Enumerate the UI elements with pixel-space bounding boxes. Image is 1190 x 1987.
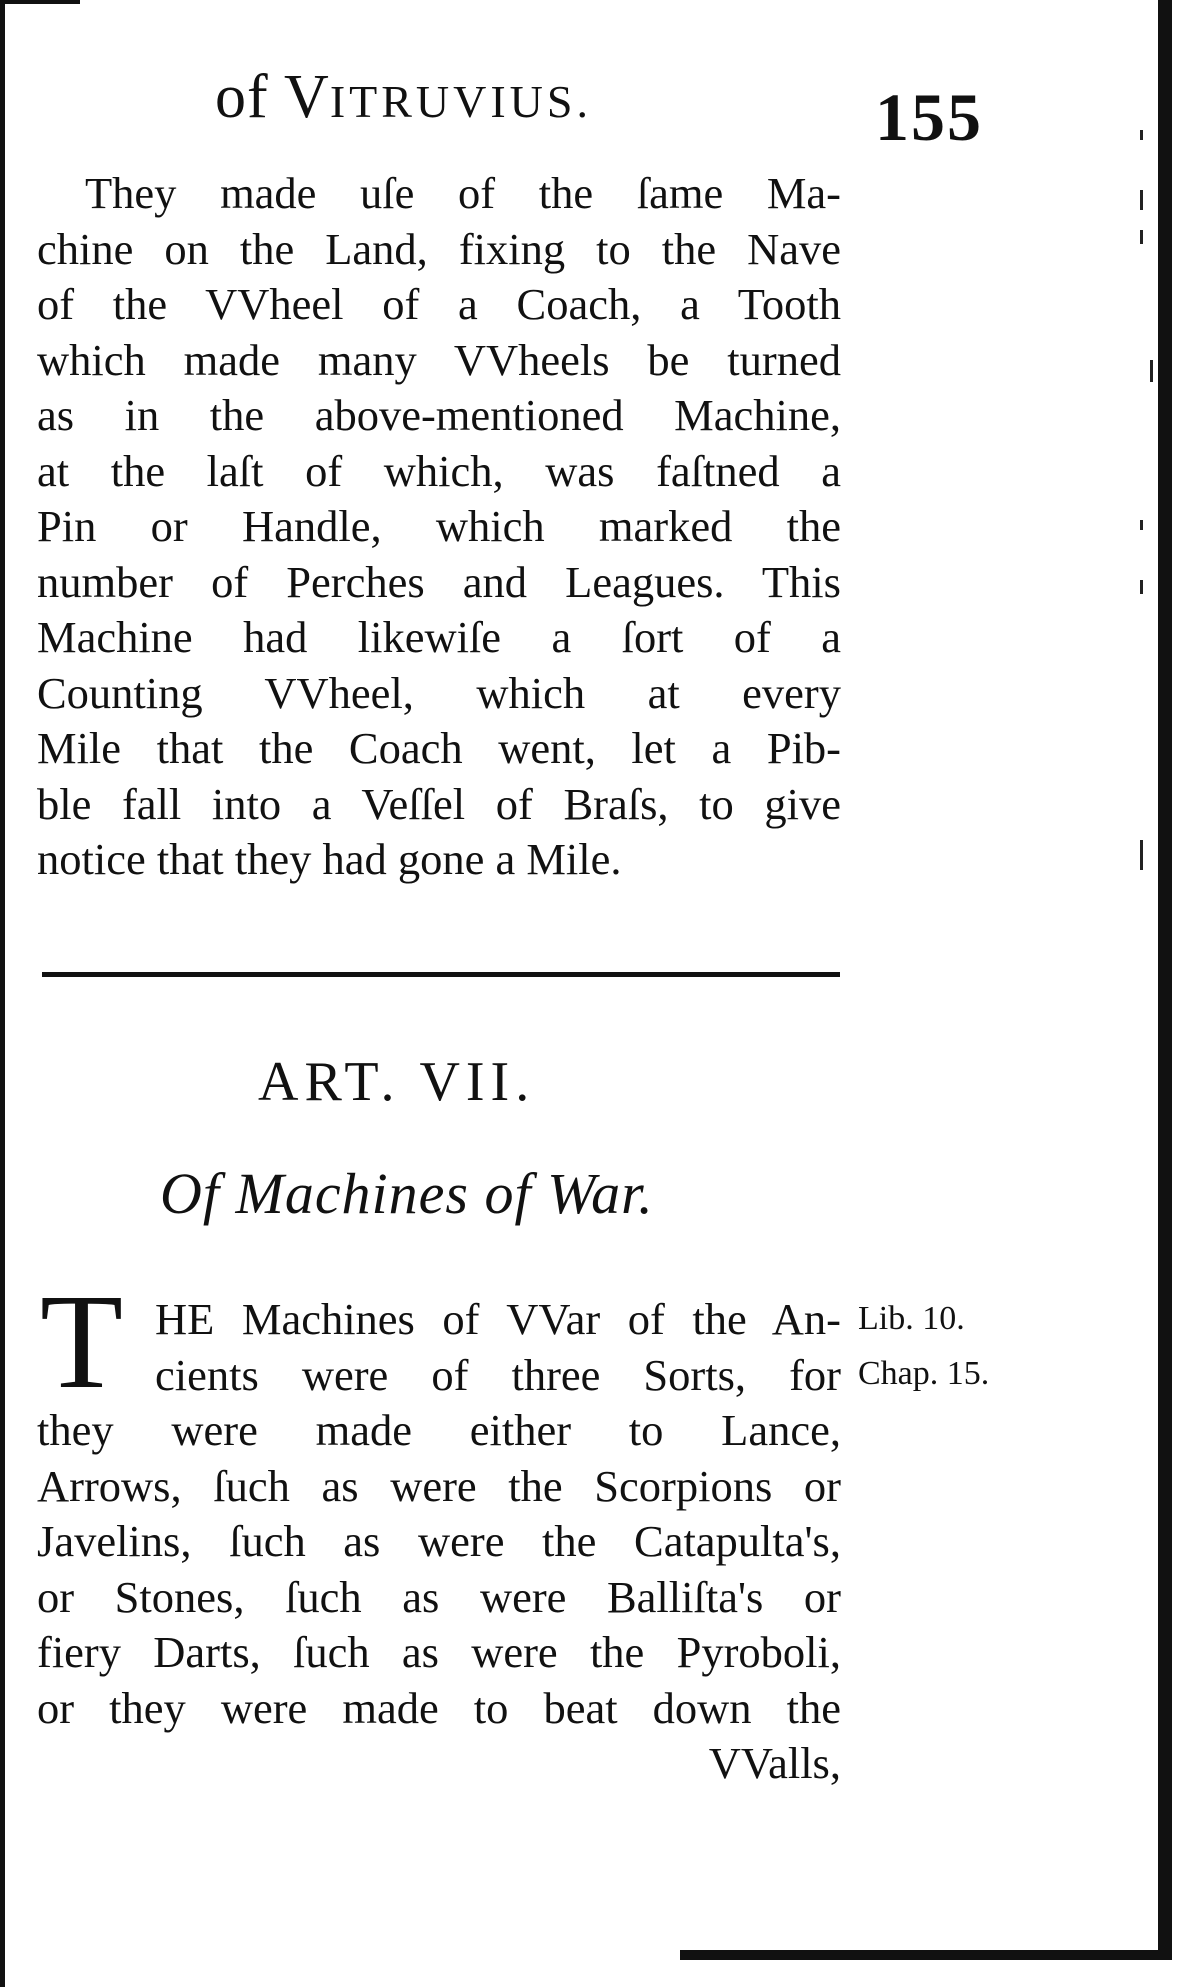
scan-speck [1140, 580, 1143, 594]
margin-note-lib: Lib. 10. [858, 1300, 965, 1337]
text-line: which made many VVheels be turned [37, 334, 841, 385]
text-line: of the VVheel of a Coach, a Tooth [37, 279, 841, 329]
scan-speck [1140, 190, 1143, 210]
left-edge-rule [0, 0, 5, 1987]
text-line: fiery Darts, ſuch as were the Pyroboli, [37, 1627, 841, 1677]
text-line: chine on the Land, fixing to the Nave [37, 223, 841, 274]
article-heading: ART. VII. [258, 1051, 536, 1113]
text-line: or they were made to beat down the [37, 1682, 841, 1733]
text-line: or Stones, ſuch as were Balliſta's or [37, 1571, 841, 1622]
text-line: number of Perches and Leagues. This [37, 556, 841, 607]
bottom-page-border [680, 1950, 1172, 1960]
right-page-border [1158, 0, 1172, 1960]
paragraph-machines-of-war [37, 1292, 841, 1792]
catchword: VValls, [708, 1738, 841, 1788]
text-line: Javelins, ſuch as were the Catapulta's, [37, 1516, 841, 1566]
text-line: They made uſe of the ſame Ma- [85, 168, 841, 218]
text-line: Counting VVheel, which at every [37, 667, 841, 718]
text-line: Mile that the Coach went, let a Pib- [37, 723, 841, 773]
text-line: Arrows, ſuch as were the Scorpions or [37, 1460, 841, 1511]
text-line: Machine had likewiſe a ſort of a [37, 612, 841, 662]
scan-speck [1140, 520, 1143, 530]
top-edge-rule [0, 0, 80, 4]
scan-speck [1140, 840, 1143, 870]
scan-speck [1140, 130, 1143, 140]
text-line: HE Machines of VVar of the An- [155, 1294, 841, 1344]
margin-note-chap: Chap. 15. [858, 1355, 990, 1392]
text-line: at the laſt of which, was faſtned a [37, 445, 841, 496]
running-head-smallcaps: ITRUVIUS. [329, 76, 592, 127]
paragraph-continuation [37, 166, 841, 888]
scan-speck [1150, 360, 1153, 382]
scan-speck [1140, 230, 1143, 244]
text-line: cients were of three Sorts, for [155, 1349, 841, 1400]
text-line: as in the above-mentioned Machine, [37, 390, 841, 440]
running-head [215, 62, 592, 133]
text-line: notice that they had gone a Mile. [37, 834, 622, 884]
page-number: 155 [875, 79, 983, 155]
text-line: ble fall into a Veſſel of Braſs, to give [37, 778, 841, 829]
article-subtitle: Of Machines of War. [160, 1161, 654, 1226]
running-head-prefix: of V [215, 63, 330, 131]
section-divider [42, 972, 840, 977]
text-line: they were made either to Lance, [37, 1405, 841, 1455]
text-line: Pin or Handle, which marked the [37, 501, 841, 551]
drop-cap: T [40, 1267, 124, 1417]
